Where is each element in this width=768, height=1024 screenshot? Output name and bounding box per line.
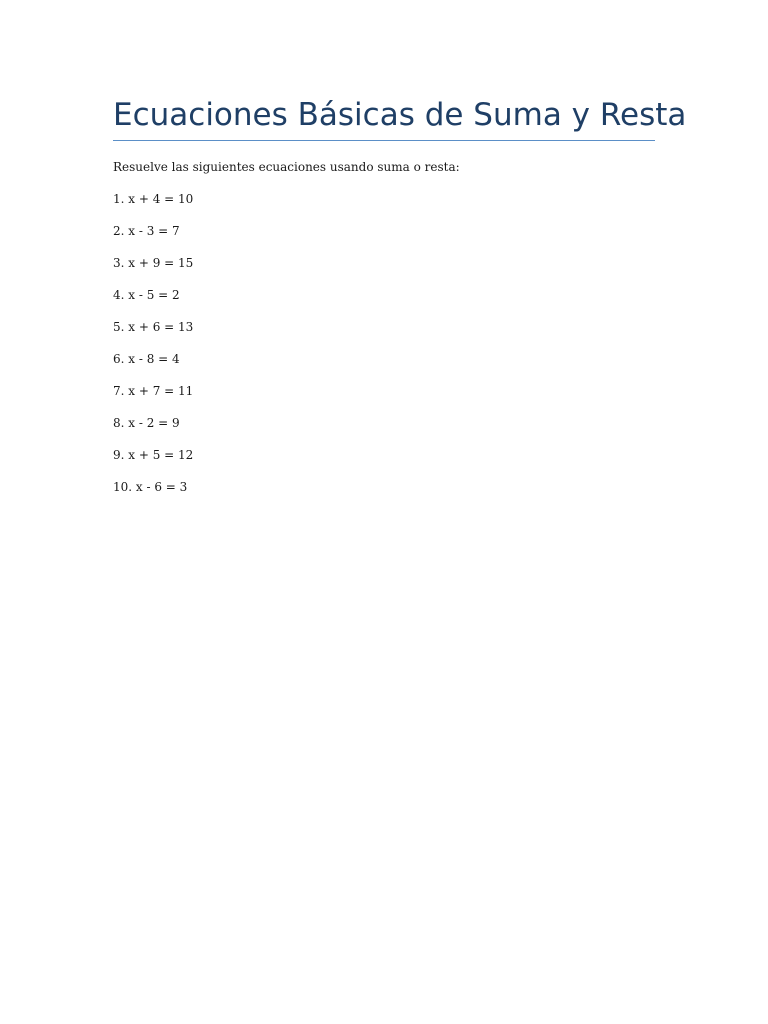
equation-item: 3. x + 9 = 15 xyxy=(113,256,194,270)
equation-item: 4. x - 5 = 2 xyxy=(113,288,180,302)
equation-item: 2. x - 3 = 7 xyxy=(113,224,180,238)
equation-item: 6. x - 8 = 4 xyxy=(113,352,180,366)
equation-item: 8. x - 2 = 9 xyxy=(113,416,180,430)
instructions-text: Resuelve las siguientes ecuaciones usando suma o resta: xyxy=(113,160,460,174)
equation-list xyxy=(113,191,655,495)
equation-item: 7. x + 7 = 11 xyxy=(113,384,194,398)
equation-item: 5. x + 6 = 13 xyxy=(113,320,194,334)
title-underline xyxy=(113,140,655,141)
document-page xyxy=(113,94,687,495)
equation-item: 9. x + 5 = 12 xyxy=(113,448,194,462)
document-title: Ecuaciones Básicas de Suma y Resta xyxy=(113,97,687,133)
equation-item: 1. x + 4 = 10 xyxy=(113,192,194,206)
equation-item: 10. x - 6 = 3 xyxy=(113,480,188,494)
